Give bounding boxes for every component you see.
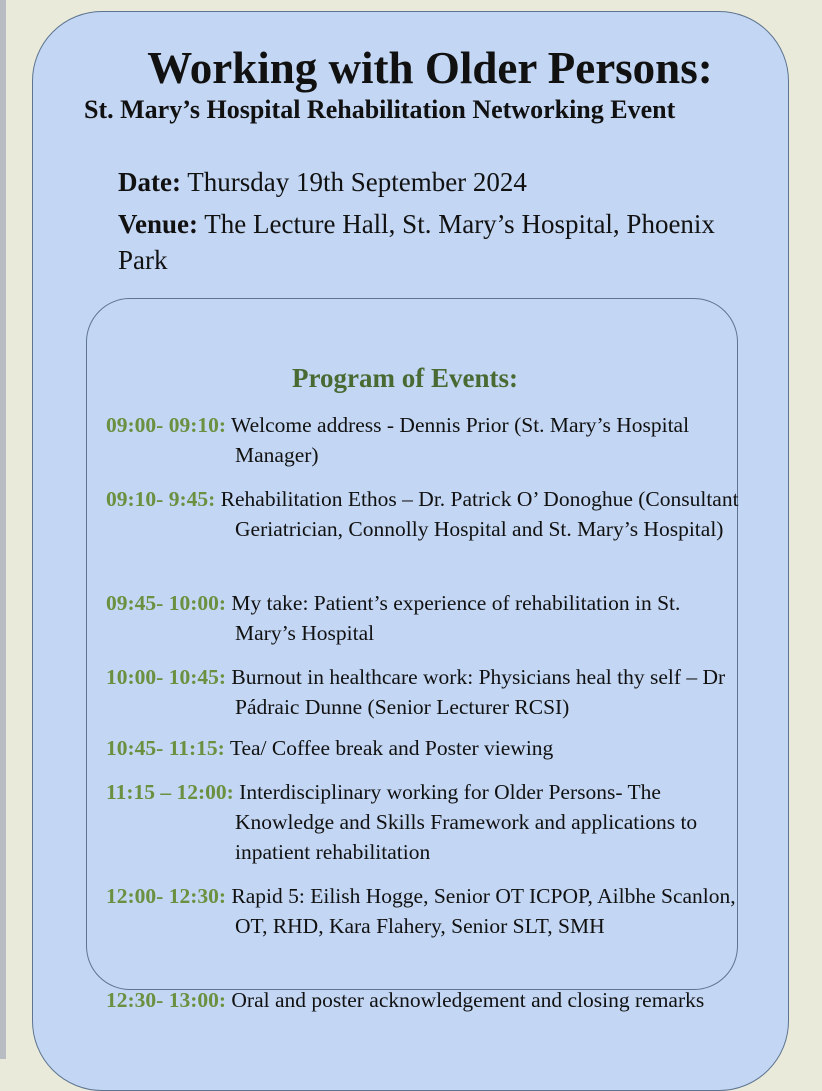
program-item-description: Rehabilitation Ethos – Dr. Patrick O’ Donoghue (Consultant Geriatrician, Connolly Hospital and St. Mary’s Hospital) xyxy=(220,487,739,541)
flyer-title: Working with Older Persons: xyxy=(147,43,713,93)
venue-label: Venue: xyxy=(118,209,199,239)
program-item-time: 09:00- 09:10: xyxy=(106,413,227,437)
program-item-description: Welcome address - Dennis Prior (St. Mary’s Hospital Manager) xyxy=(231,413,690,467)
program-item-time: 10:45- 11:15: xyxy=(106,736,225,760)
program-item-description: Tea/ Coffee break and Poster viewing xyxy=(229,736,554,760)
program-item-time: 12:30- 13:00: xyxy=(106,988,227,1012)
program-item xyxy=(106,881,746,941)
date-value: Thursday 19th September 2024 xyxy=(187,167,527,197)
program-item-time: 09:10- 9:45: xyxy=(106,487,216,511)
program-item-time: 09:45- 10:00: xyxy=(106,591,227,615)
program-heading: Program of Events: xyxy=(292,363,518,393)
date-label: Date: xyxy=(118,167,181,197)
program-item-description: My take: Patient’s experience of rehabilitation in St. Mary’s Hospital xyxy=(231,591,681,645)
program-item xyxy=(106,662,746,722)
program-item-time: 11:15 – 12:00: xyxy=(106,780,234,804)
program-item-time: 10:00- 10:45: xyxy=(106,665,227,689)
program-item-description: Oral and poster acknowledgement and closing remarks xyxy=(231,988,705,1012)
program-item xyxy=(106,588,746,648)
page-edge xyxy=(0,0,6,1059)
program-item-description: Burnout in healthcare work: Physicians heal thy self – Dr Pádraic Dunne (Senior Lecturer RCSI) xyxy=(231,665,726,719)
program-item-time: 12:00- 12:30: xyxy=(106,884,227,908)
flyer-subtitle: St. Mary’s Hospital Rehabilitation Networking Event xyxy=(84,95,676,124)
program-item xyxy=(106,985,746,1015)
event-venue xyxy=(118,206,758,278)
program-item-description: Rapid 5: Eilish Hogge, Senior OT ICPOP, Ailbhe Scanlon, OT, RHD, Kara Flahery, Senior SLT, SMH xyxy=(231,884,736,938)
program-item xyxy=(106,777,746,867)
program-item xyxy=(106,410,746,470)
event-date xyxy=(118,164,758,200)
program-item xyxy=(106,733,746,763)
program-item xyxy=(106,484,746,544)
venue-value: The Lecture Hall, St. Mary’s Hospital, Phoenix Park xyxy=(118,209,715,275)
program-item-description: Interdisciplinary working for Older Persons- The Knowledge and Skills Framework and applications to inpatient rehabilitation xyxy=(235,780,698,864)
